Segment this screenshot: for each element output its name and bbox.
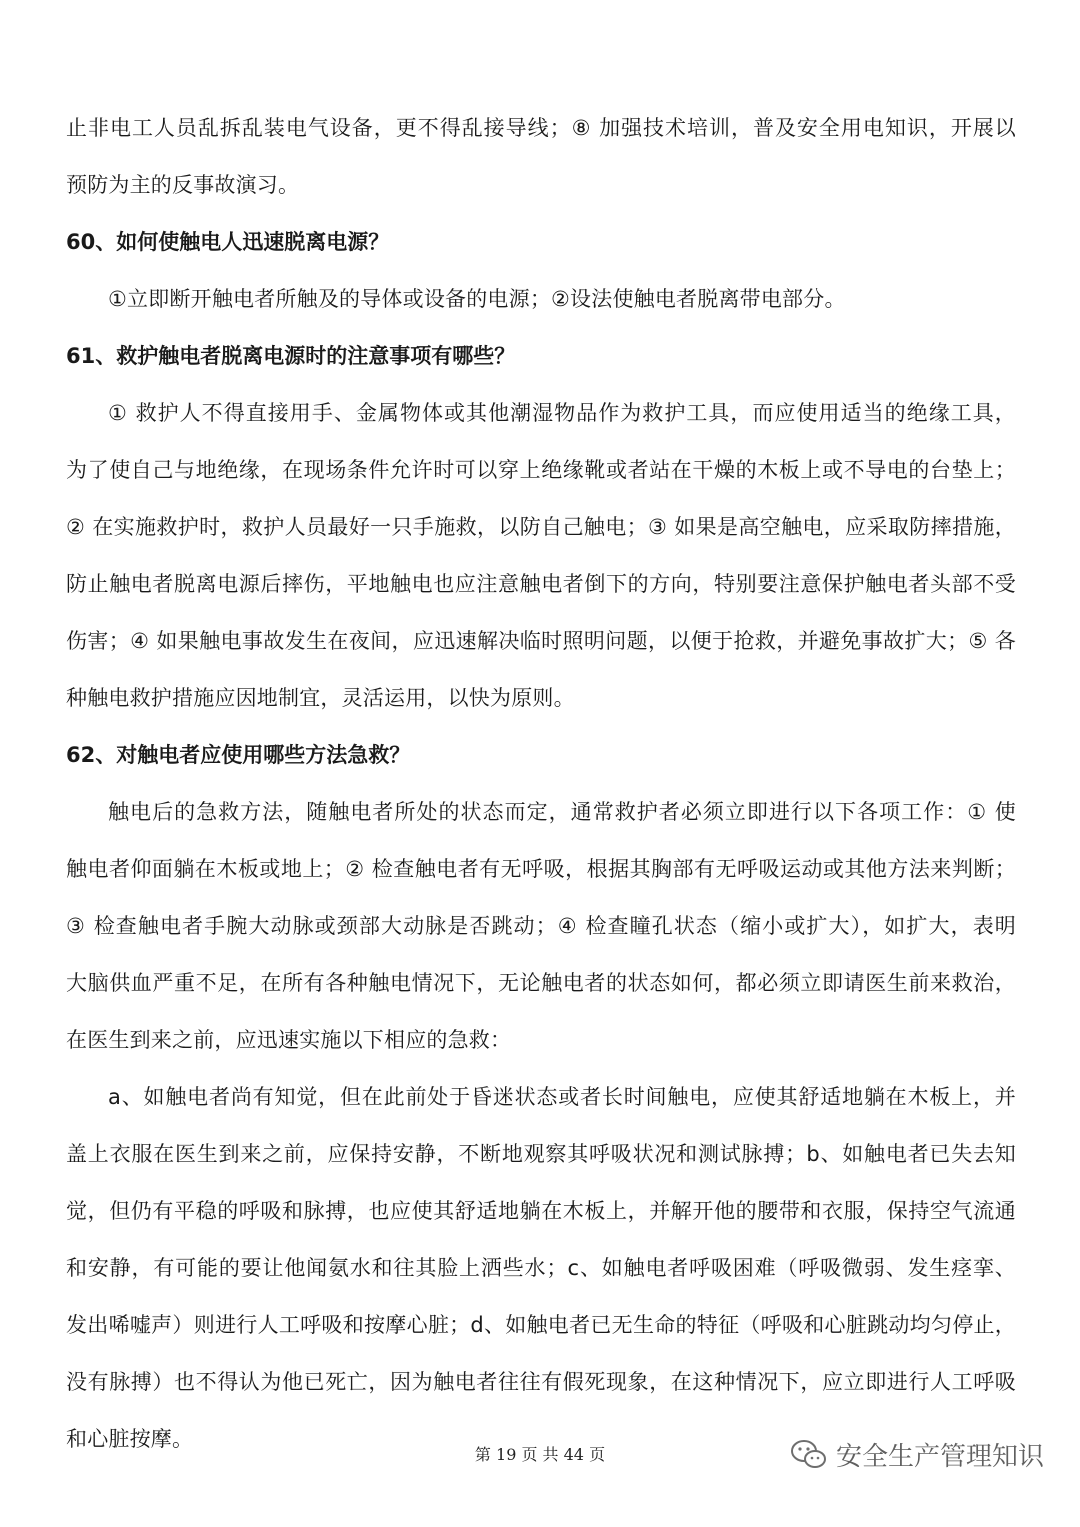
answer-62-line: ③ 检查触电者手腕大动脉或颈部大动脉是否跳动；④ 检查瞳孔状态（缩小或扩大），如扩大，表明 — [66, 914, 1016, 938]
answer-61-line: 为了使自己与地绝缘，在现场条件允许时可以穿上绝缘靴或者站在干燥的木板上或不导电的台垫上； — [66, 458, 1016, 482]
question-61-heading: 61、救护触电者脱离电源时的注意事项有哪些？ — [66, 344, 516, 368]
answer-62b-line: 觉，但仍有平稳的呼吸和脉搏，也应使其舒适地躺在木板上，并解开他的腰带和衣服，保持空气流通 — [66, 1199, 1016, 1223]
answer-61-line: 种触电救护措施应因地制宜，灵活运用，以快为原则。 — [66, 686, 575, 710]
answer-62-line: 触电者仰面躺在木板或地上；② 检查触电者有无呼吸，根据其胸部有无呼吸运动或其他方法来判断； — [66, 857, 1016, 881]
answer-61-line: 防止触电者脱离电源后摔伤，平地触电也应注意触电者倒下的方向，特别要注意保护触电者头部不受 — [66, 572, 1016, 596]
page-number: 第 19 页 共 44 页 — [474, 1445, 606, 1464]
answer-61-line: ② 在实施救护时，救护人员最好一只手施救，以防自己触电；③ 如果是高空触电，应采取防摔措施， — [66, 515, 1016, 539]
paragraph-line: 预防为主的反事故演习。 — [66, 173, 300, 197]
answer-60: ①立即断开触电者所触及的导体或设备的电源；②设法使触电者脱离带电部分。 — [108, 287, 846, 311]
answer-61-line: 伤害；④ 如果触电事故发生在夜间，应迅速解决临时照明问题，以便于抢救，并避免事故扩大；⑤ 各 — [66, 629, 1016, 653]
answer-62-line: 触电后的急救方法，随触电者所处的状态而定，通常救护者必须立即进行以下各项工作：① 使 — [108, 800, 1016, 824]
document-body — [66, 100, 1016, 1468]
answer-61-line: ① 救护人不得直接用手、金属物体或其他潮湿物品作为救护工具，而应使用适当的绝缘工具， — [108, 401, 1016, 425]
paragraph-line: 止非电工人员乱拆乱装电气设备，更不得乱接导线；⑧ 加强技术培训，普及安全用电知识，开展以 — [66, 116, 1016, 140]
wechat-icon — [790, 1439, 828, 1471]
watermark — [790, 1436, 1044, 1473]
answer-62b-line: a、如触电者尚有知觉，但在此前处于昏迷状态或者长时间触电，应使其舒适地躺在木板上，并 — [108, 1085, 1016, 1109]
page-footer — [0, 1436, 1080, 1476]
answer-62b-line: 没有脉搏）也不得认为他已死亡，因为触电者往往有假死现象，在这种情况下，应立即进行人工呼吸 — [66, 1370, 1016, 1394]
answer-62-line: 大脑供血严重不足，在所有各种触电情况下，无论触电者的状态如何，都必须立即请医生前来救治， — [66, 971, 1016, 995]
question-62-heading: 62、对触电者应使用哪些方法急救？ — [66, 743, 411, 767]
answer-62b-line: 盖上衣服在医生到来之前，应保持安静，不断地观察其呼吸状况和测试脉搏；b、如触电者已失去知 — [66, 1142, 1016, 1166]
watermark-text: 安全生产管理知识 — [835, 1442, 1044, 1472]
question-60-heading: 60、如何使触电人迅速脱离电源？ — [66, 230, 390, 254]
answer-62-line: 在医生到来之前，应迅速实施以下相应的急救： — [66, 1028, 512, 1052]
answer-62b-line: 发出唏嘘声）则进行人工呼吸和按摩心脏；d、如触电者已无生命的特征（呼吸和心脏跳动均匀停止， — [66, 1313, 1016, 1337]
answer-62b-line: 和心脏按摩。 — [66, 1427, 194, 1451]
answer-62b-line: 和安静，有可能的要让他闻氨水和往其脸上洒些水；c、如触电者呼吸困难（呼吸微弱、发生痉挛、 — [66, 1256, 1016, 1280]
